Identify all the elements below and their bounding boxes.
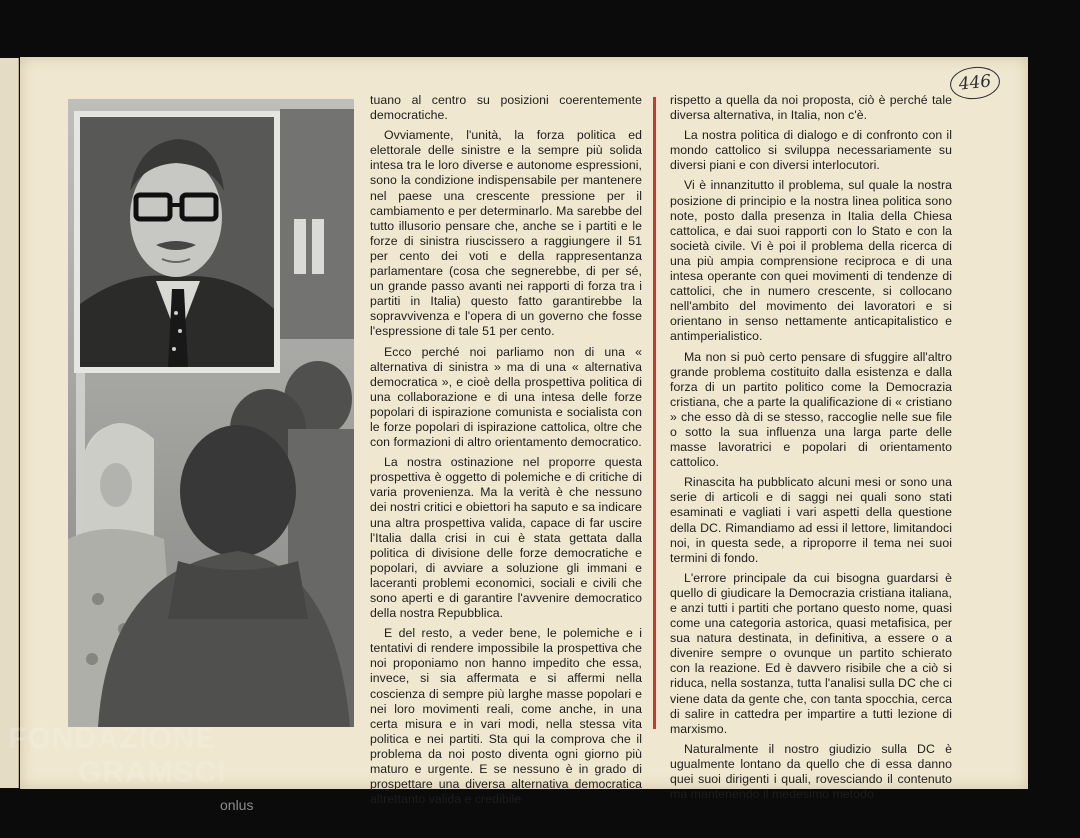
- watermark-line: FONDAZIONE: [8, 722, 217, 755]
- paragraph: E del resto, a veder bene, le polemiche e i tentativi di rendere impossibile la prospettiva che noi proponiamo non hanno impedito che essa, invece, si sia affermata e si affermi nella coscienza di sempre più larghe masse popolari e nei loro movimenti reali, come anche, in una certa misura e in vari modi, nella stessa vita politica e nei partiti. Sta qui la comprova che il problema da noi posto diventa ogni giorno più maturo e urgente. E se nessuno è in grado di prospettare una diversa alternativa democratica altrettanto valida e credibile: [370, 626, 642, 807]
- paragraph: rispetto a quella da noi proposta, ciò è perché tale diversa alternativa, in Italia, non c'è.: [670, 93, 952, 123]
- previous-page-edge: [0, 58, 19, 788]
- demonstration-photo: [68, 99, 354, 727]
- text-column-left: [370, 93, 642, 812]
- paragraph: Ovviamente, l'unità, la forza politica ed elettorale delle sinistre e la sempre più solida intesa tra le loro diverse e autonome espressioni, sono la condizione indispensabile per mantenere nel paese una crescente pressione per il cambiamento e per determinarlo. Ma sarebbe del tutto illusorio pensare che, anche se i partiti e le forze di sinistra riuscissero a raggiungere il 51 per cento dei voti e della rappresentanza parlamentare (cosa che segnerebbe, di per sé, un grande passo avanti nei rapporti di forza tra i partiti in Italia) questo fatto garantirebbe la sopravvivenza e l'opera di un governo che fosse l'espressione di tale 51 per cento.: [370, 128, 642, 339]
- paragraph: L'errore principale da cui bisogna guardarsi è quello di giudicare la Democrazia cristiana italiana, e anzi tutti i partiti che portano questo nome, quasi come una categoria astorica, quasi metafisica, per sua natura destinata, in definitiva, a essere o a divenire sempre o ovunque un partito schierato con la reazione. Ed è davvero risibile che a ciò si riduca, nella sostanza, tutta l'analisi sulla DC che ci viene data da gente che, con tanta spocchia, cerca di salire in cattedra per impartire a tutti lezione di marxismo.: [670, 570, 952, 736]
- paragraph: La nostra ostinazione nel proporre questa prospettiva è oggetto di polemiche e di critiche di varia provenienza. Ma la verità è che nessuno dei nostri critici e obiettori ha saputo e sa indicare una altra prospettiva valida, capace di far uscire l'Italia dalla crisi in cui è stata gettata dalla politica di divisione delle forze democratiche e popolari, di avviare a soluzione gli immani e laceranti problemi economici, sociali e civili che sono aperti e di garantire l'avvenire democratico della nostra Repubblica.: [370, 455, 643, 621]
- paragraph: Rinascita ha pubblicato alcuni mesi or sono una serie di articoli e di saggi nei quali sono stati esaminati e vagliati i vari aspetti della questione della DC. Rimandiamo ad essi il lettore, limitandoci noi, in questa sede, a riproporre il tema nei suoi termini di fondo.: [670, 475, 952, 565]
- watermark-suffix: onlus: [220, 797, 254, 813]
- paragraph: Naturalmente il nostro giudizio sulla DC è ugualmente lontano da quello che di essa danno quei suoi dirigenti i quali, rovesciando il contenuto ma mantenendo il medesimo metodo: [670, 741, 952, 802]
- paragraph: tuano al centro su posizioni coerentemente democratiche.: [370, 93, 642, 123]
- paragraph: Ma non si può certo pensare di sfuggire all'altro grande problema costituito dalla esistenza e dalla forza di un partito politico come la Democrazia cristiana, che a parte la qualificazione di « cristiano » che esso dà di se stesso, raccoglie nelle sue file o sotto la sua influenza una larga parte delle masse lavoratrici e popolari di orientamento cattolico.: [670, 349, 952, 470]
- paragraph: Ecco perché noi parliamo non di una « alternativa di sinistra » ma di una « alternativa democratica », e cioè della prospettiva politica di una collaborazione e di una intesa delle forze popolari di ispirazione comunista e socialista con le forze popolari di ispirazione cattolica, oltre che con formazioni di altro orientamento democratico.: [370, 344, 642, 450]
- text-column-right: [670, 93, 952, 807]
- column-divider: [653, 97, 656, 729]
- page-number-stamp: 446: [948, 64, 1001, 101]
- paragraph: Vi è innanzitutto il problema, sul quale la nostra posizione di principio e la nostra linea politica sono note, posto dalla presenza in Italia della Chiesa cattolica, e dai suoi rapporti con lo Stato e con la società civile. Vi è poi il problema della ricerca di una più ampia comprensione reciproca e di una intesa operante con quei movimenti di tendenze di cattolici, che in numero crescente, si collocano nell'ambito del movimento dei lavoratori e si orientano in senso nettamente anticapitalistico e antimperialistico.: [670, 178, 952, 344]
- paragraph: La nostra politica di dialogo e di confronto con il mondo cattolico si sviluppa necessariamente su diversi piani e con diversi interlocutori.: [670, 128, 952, 173]
- watermark-logo: [8, 722, 227, 790]
- watermark-line: GRAMSCI: [78, 756, 227, 789]
